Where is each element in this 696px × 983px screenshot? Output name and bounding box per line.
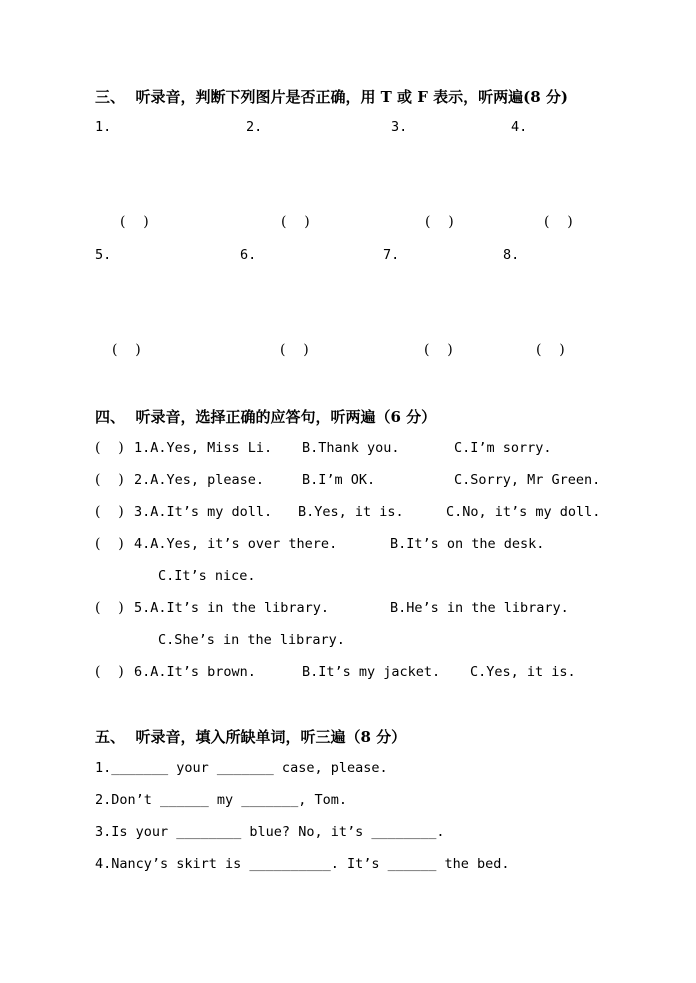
item-number-6: 6. [240, 247, 257, 263]
q3-option-b: B.Yes, it is. [298, 504, 404, 520]
item-number-8: 8. [503, 247, 520, 263]
answer-blank-8[interactable]: ( ) [536, 342, 565, 358]
fill-line-2[interactable]: 2.Don’t ______ my _______, Tom. [95, 792, 347, 808]
item-number-3: 3. [391, 119, 408, 135]
answer-blank-q5[interactable]: ( ) [95, 600, 124, 616]
answer-blank-q4[interactable]: ( ) [95, 536, 124, 552]
q1-option-c: C.I’m sorry. [454, 440, 552, 456]
answer-blank-q1[interactable]: ( ) [95, 440, 124, 456]
q4-option-b: B.It’s on the desk. [390, 536, 545, 552]
q5-option-a: 5.A.It’s in the library. [134, 600, 330, 616]
answer-blank-4[interactable]: ( ) [544, 214, 573, 230]
answer-blank-q3[interactable]: ( ) [95, 504, 124, 520]
section-3-title: 三、 听录音，判断下列图片是否正确，用 T 或 F 表示，听两遍(8 分) [95, 88, 569, 106]
answer-blank-q6[interactable]: ( ) [95, 664, 124, 680]
answer-blank-6[interactable]: ( ) [280, 342, 309, 358]
answer-blank-3[interactable]: ( ) [425, 214, 454, 230]
section-4-title: 四、 听录音，选择正确的应答句，听两遍（6 分） [95, 408, 437, 426]
fill-line-4[interactable]: 4.Nancy’s skirt is __________. It’s ______ the bed. [95, 856, 510, 872]
answer-blank-5[interactable]: ( ) [112, 342, 141, 358]
q4-option-c: C.It’s nice. [158, 568, 256, 584]
answer-blank-2[interactable]: ( ) [281, 214, 310, 230]
item-number-7: 7. [383, 247, 400, 263]
q6-option-c: C.Yes, it is. [470, 664, 576, 680]
q5-option-b: B.He’s in the library. [390, 600, 569, 616]
q1-option-b: B.Thank you. [302, 440, 400, 456]
q2-option-c: C.Sorry, Mr Green. [454, 472, 601, 488]
q2-option-b: B.I’m OK. [302, 472, 376, 488]
q4-option-a: 4.A.Yes, it’s over there. [134, 536, 338, 552]
section-5-title: 五、 听录音，填入所缺单词，听三遍（8 分） [95, 728, 407, 746]
answer-blank-7[interactable]: ( ) [424, 342, 453, 358]
q2-option-a: 2.A.Yes, please. [134, 472, 265, 488]
item-number-5: 5. [95, 247, 112, 263]
item-number-2: 2. [246, 119, 263, 135]
answer-blank-q2[interactable]: ( ) [95, 472, 124, 488]
q6-option-a: 6.A.It’s brown. [134, 664, 256, 680]
q6-option-b: B.It’s my jacket. [302, 664, 441, 680]
answer-blank-1[interactable]: ( ) [120, 214, 149, 230]
item-number-1: 1. [95, 119, 112, 135]
q3-option-c: C.No, it’s my doll. [446, 504, 601, 520]
q1-option-a: 1.A.Yes, Miss Li. [134, 440, 273, 456]
q3-option-a: 3.A.It’s my doll. [134, 504, 273, 520]
item-number-4: 4. [511, 119, 528, 135]
fill-line-3[interactable]: 3.Is your ________ blue? No, it’s ________. [95, 824, 445, 840]
q5-option-c: C.She’s in the library. [158, 632, 345, 648]
fill-line-1[interactable]: 1._______ your _______ case, please. [95, 760, 388, 776]
